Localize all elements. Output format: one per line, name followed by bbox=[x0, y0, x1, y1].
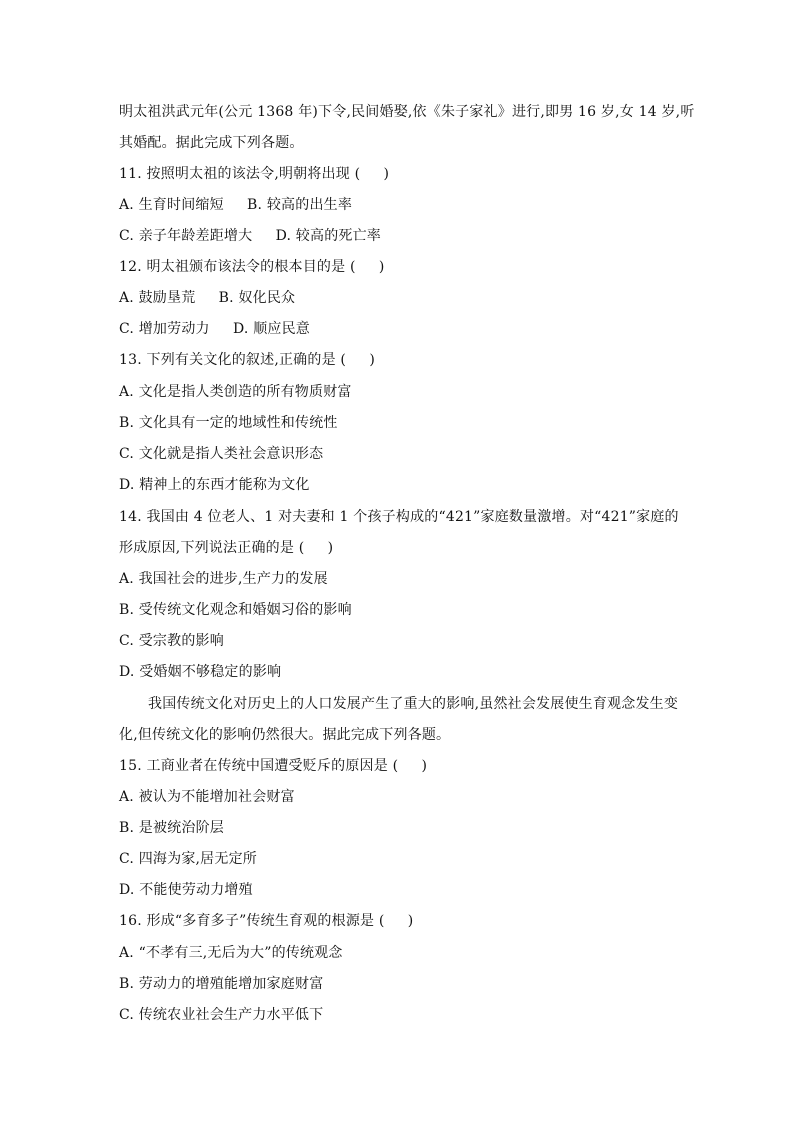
question-12-options-cd: C. 增加劳动力 D. 顺应民意 bbox=[119, 321, 310, 337]
passage-line-2: 其婚配。据此完成下列各题。 bbox=[119, 135, 304, 151]
question-16: 16. 形成“多育多子”传统生育观的根源是 ( ) bbox=[119, 913, 414, 929]
question-14-option-a: A. 我国社会的进步,生产力的发展 bbox=[119, 571, 328, 587]
question-15-option-d: D. 不能使劳动力增殖 bbox=[119, 882, 253, 898]
question-12: 12. 明太祖颁布该法令的根本目的是 ( ) bbox=[119, 259, 385, 275]
question-16-option-b: B. 劳动力的增殖能增加家庭财富 bbox=[119, 976, 324, 992]
question-15-option-c: C. 四海为家,居无定所 bbox=[119, 851, 257, 867]
question-11-options-cd: C. 亲子年龄差距增大 D. 较高的死亡率 bbox=[119, 228, 381, 244]
question-11-options-ab: A. 生育时间缩短 B. 较高的出生率 bbox=[119, 197, 353, 213]
question-12-options-ab: A. 鼓励垦荒 B. 奴化民众 bbox=[119, 290, 296, 306]
question-13: 13. 下列有关文化的叙述,正确的是 ( ) bbox=[119, 352, 375, 368]
question-13-option-c: C. 文化就是指人类社会意识形态 bbox=[119, 446, 324, 462]
question-14-option-d: D. 受婚姻不够稳定的影响 bbox=[119, 664, 282, 680]
passage-line-1: 明太祖洪武元年(公元 1368 年)下令,民间婚娶,依《朱子家礼》进行,即男 16 岁,女 14 岁,听 bbox=[119, 104, 695, 120]
question-13-option-d: D. 精神上的东西才能称为文化 bbox=[119, 477, 310, 493]
question-14-option-c: C. 受宗教的影响 bbox=[119, 633, 224, 649]
question-13-option-b: B. 文化具有一定的地域性和传统性 bbox=[119, 415, 338, 431]
passage-2-line-1: 我国传统文化对历史上的人口发展产生了重大的影响,虽然社会发展使生育观念发生变 bbox=[148, 696, 679, 712]
question-16-option-a: A. “不孝有三,无后为大”的传统观念 bbox=[119, 945, 343, 961]
question-14-option-b: B. 受传统文化观念和婚姻习俗的影响 bbox=[119, 602, 352, 618]
question-15: 15. 工商业者在传统中国遭受贬斥的原因是 ( ) bbox=[119, 758, 428, 774]
question-16-option-c: C. 传统农业社会生产力水平低下 bbox=[119, 1007, 324, 1023]
passage-2-line-2: 化,但传统文化的影响仍然很大。据此完成下列各题。 bbox=[119, 727, 451, 743]
question-15-option-b: B. 是被统治阶层 bbox=[119, 820, 224, 836]
question-14-line-1: 14. 我国由 4 位老人、1 对夫妻和 1 个孩子构成的“421”家庭数量激增。对“421”家庭的 bbox=[119, 509, 679, 525]
question-11: 11. 按照明太祖的该法令,明朝将出现 ( ) bbox=[119, 166, 390, 182]
question-13-option-a: A. 文化是指人类创造的所有物质财富 bbox=[119, 384, 352, 400]
question-15-option-a: A. 被认为不能增加社会财富 bbox=[119, 789, 295, 805]
question-14-line-2: 形成原因,下列说法正确的是 ( ) bbox=[119, 540, 334, 556]
